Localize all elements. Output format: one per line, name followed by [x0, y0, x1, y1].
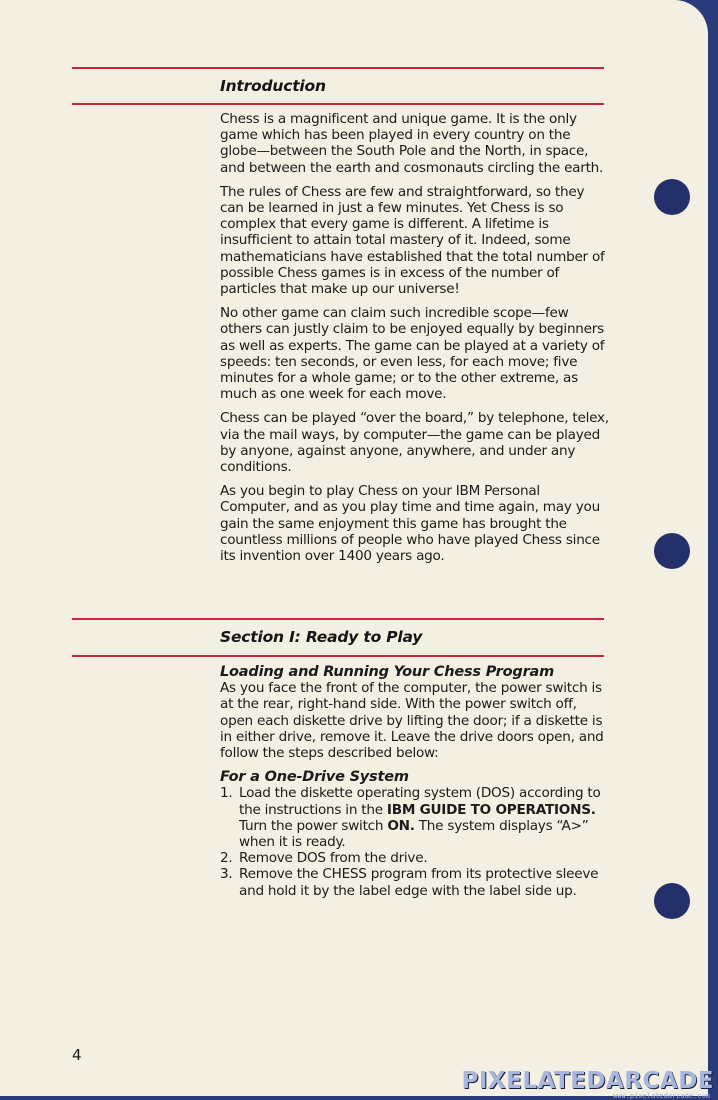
step-text: Load the diskette operating system (DOS) according to the instructions in the: [239, 785, 601, 818]
watermark-logo: PIXELATEDARCADE: [461, 1068, 714, 1094]
intro-paragraph-3: No other game can claim such incredible scope—few others can justly claim to be enjoyed equally by beginners as well as experts. The game can be played at a variety of speeds: ten seconds, or even less, for each move; five minutes for a whole game; or to the other extreme, as much as one week for each move.: [220, 305, 605, 403]
intro-paragraph-5: As you begin to play Chess on your IBM Personal Computer, and as you play time and time again, may you gain the same enjoyment this game has brought the countless millions of people who have played Chess since its invention over 1400 years ago.: [220, 483, 600, 565]
intro-paragraph-4: Chess can be played “over the board,” by telephone, telex, via the mail ways, by computer—the game can be played by anyone, against anyone, anywhere, and under any conditions.: [220, 410, 609, 476]
section1-heading: Section I: Ready to Play: [220, 628, 423, 646]
rule-section1-bottom: [72, 655, 604, 657]
introduction-body: [220, 111, 610, 572]
step-text: Remove DOS from the drive.: [239, 850, 428, 867]
one-drive-steps: [220, 785, 610, 898]
section1-body: [220, 664, 610, 899]
binder-hole-middle: [654, 533, 690, 569]
watermark-url: www.pixelatedarcade.com: [613, 1092, 710, 1100]
binder-hole-bottom: [654, 883, 690, 919]
intro-paragraph-2: The rules of Chess are few and straightforward, so they can be learned in just a few minutes. Yet Chess is so complex that every game is different. A lifetime is insufficient to attain total mastery of it. Indeed, some mathematicians have established that the total number of possible Chess games is in excess of the number of particles that make up our universe!: [220, 183, 605, 298]
rule-section1-top: [72, 618, 604, 620]
step-text: Remove the CHESS program from its protective sleeve and hold it by the label edge with the label side up.: [239, 866, 599, 899]
rule-intro-top: [72, 67, 604, 69]
step-number: 2.: [220, 850, 233, 867]
list-item: [220, 785, 610, 850]
intro-paragraph-1: Chess is a magnificent and unique game. It is the only game which has been played in every country on the globe—between the South Pole and the North, in space, and between the earth and cosmonauts circling the earth.: [220, 111, 604, 176]
loading-text: As you face the front of the computer, the power switch is at the rear, right-hand side. With the power switch off, open each diskette drive by lifting the door; if a diskette is in either drive, remove it. Leave the drive doors open, and follow the steps described below:: [220, 680, 604, 762]
step-bold-on: ON.: [387, 817, 415, 834]
step-text: The system displays “A>” when it is ready.: [239, 817, 589, 851]
list-item: [220, 850, 610, 866]
step-number: 3.: [220, 866, 233, 883]
binder-hole-top: [654, 179, 690, 215]
one-drive-subhead: For a One-Drive System: [220, 769, 409, 786]
rule-intro-bottom: [72, 103, 604, 105]
list-item: [220, 866, 610, 898]
loading-subhead: Loading and Running Your Chess Program: [220, 664, 555, 680]
step-number: 1.: [220, 785, 233, 802]
step-bold-guide: IBM GUIDE TO OPERATIONS.: [386, 801, 596, 818]
page-number: 4: [72, 1046, 82, 1064]
introduction-heading: Introduction: [220, 77, 326, 95]
step-text: Turn the power switch: [239, 817, 388, 834]
